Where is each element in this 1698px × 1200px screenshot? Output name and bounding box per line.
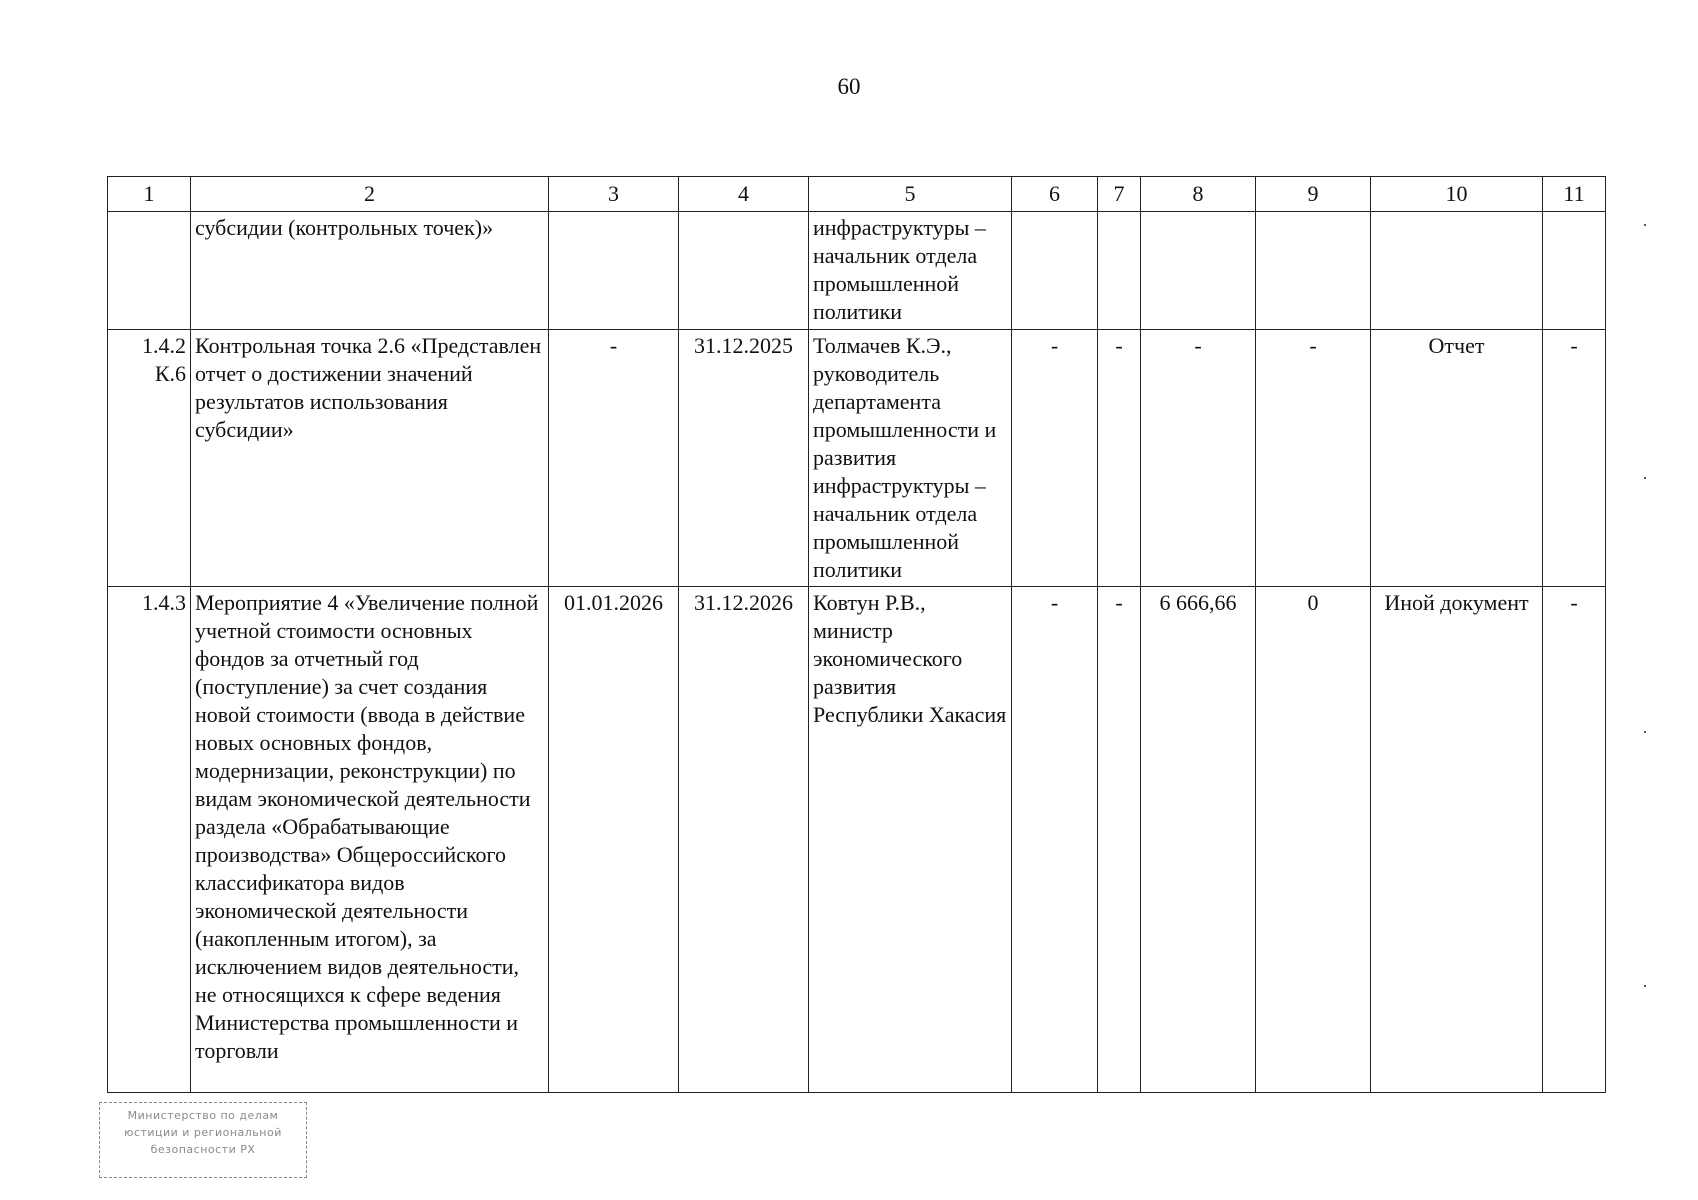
table-row: [108, 330, 1606, 587]
table-cell: -: [1098, 587, 1141, 1093]
header-cell: 3: [549, 177, 679, 212]
header-cell: 5: [809, 177, 1012, 212]
table-cell: -: [1543, 587, 1606, 1093]
table-cell: -: [1141, 330, 1256, 587]
header-cell: 9: [1256, 177, 1371, 212]
stamp-line: безопасности РХ: [150, 1143, 256, 1156]
document-type-cell: Отчет: [1371, 330, 1543, 587]
document-table: [107, 176, 1606, 1093]
header-cell: 10: [1371, 177, 1543, 212]
start-date-cell: [549, 212, 679, 330]
registration-stamp: [99, 1102, 307, 1178]
table-cell: -: [1012, 587, 1098, 1093]
document-type-cell: [1371, 212, 1543, 330]
table-cell: [1012, 212, 1098, 330]
table-cell: -: [1256, 330, 1371, 587]
end-date-cell: [679, 212, 809, 330]
header-cell: 1: [108, 177, 191, 212]
stamp-line: юстиции и региональной: [124, 1126, 282, 1139]
header-cell: 11: [1543, 177, 1606, 212]
table-header-row: [108, 177, 1606, 212]
stamp-line: Министерство по делам: [127, 1109, 279, 1122]
amount-cell: 0: [1256, 587, 1371, 1093]
table-cell: [1141, 212, 1256, 330]
page-number: 60: [837, 74, 861, 99]
row-number-cell: 1.4.3: [108, 587, 191, 1093]
description-cell: Мероприятие 4 «Увеличение полной учетной стоимости основных фондов за отчетный год (поступление) за счет создания новой стоимости (ввода в действие новых основных фондов, модернизации, реконструкции) по видам экономической деятельности раздела «Обрабатывающие производства» Общероссийского классификатора видов экономической деятельности (накопленным итогом), за исключением видов деятельности, не относящихся к сфере ведения Министерства промышленности и торговли: [191, 587, 549, 1093]
table-row: [108, 212, 1606, 330]
responsible-cell: Ковтун Р.В., министр экономического развития Республики Хакасия: [809, 587, 1012, 1093]
responsible-cell: инфраструктуры – начальник отдела промышленной политики: [809, 212, 1012, 330]
header-cell: 7: [1098, 177, 1141, 212]
responsible-cell: Толмачев К.Э., руководитель департамента промышленности и развития инфраструктуры – начальник отдела промышленной политики: [809, 330, 1012, 587]
table-cell: -: [1012, 330, 1098, 587]
description-cell: Контрольная точка 2.6 «Представлен отчет о достижении значений результатов использования субсидии»: [191, 330, 549, 587]
description-cell: субсидии (контрольных точек)»: [191, 212, 549, 330]
start-date-cell: 01.01.2026: [549, 587, 679, 1093]
end-date-cell: 31.12.2026: [679, 587, 809, 1093]
row-number-cell: [108, 212, 191, 330]
table-cell: [1543, 212, 1606, 330]
scan-mark: [1644, 477, 1646, 479]
header-cell: 8: [1141, 177, 1256, 212]
table-row: [108, 587, 1606, 1093]
document-type-cell: Иной документ: [1371, 587, 1543, 1093]
table-cell: -: [1543, 330, 1606, 587]
header-cell: 2: [191, 177, 549, 212]
table-cell: [1256, 212, 1371, 330]
end-date-cell: 31.12.2025: [679, 330, 809, 587]
table-cell: [1098, 212, 1141, 330]
scan-mark: [1644, 985, 1646, 987]
scan-mark: [1644, 731, 1646, 733]
scan-mark: [1644, 224, 1646, 226]
row-number-cell: 1.4.2 К.6: [108, 330, 191, 587]
header-cell: 6: [1012, 177, 1098, 212]
header-cell: 4: [679, 177, 809, 212]
table-cell: -: [1098, 330, 1141, 587]
amount-cell: 6 666,66: [1141, 587, 1256, 1093]
start-date-cell: -: [549, 330, 679, 587]
